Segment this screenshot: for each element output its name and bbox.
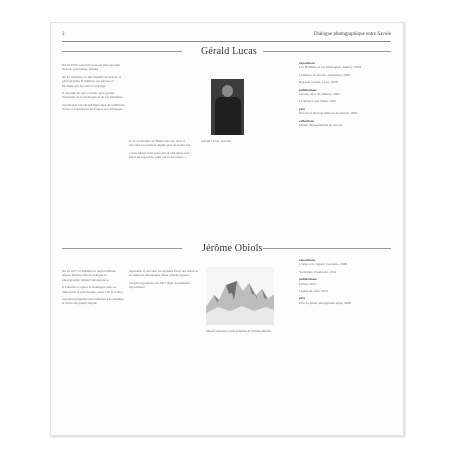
gerald-column-mid: [129, 139, 194, 229]
paragraph: Né en 1955, Gérald Lucas est photographe. Artiste, journaliste, éditeur.: [62, 63, 121, 72]
sidebar-item: Prix du jeune photographe alpin, 2008: [299, 300, 351, 305]
header-rule: [62, 41, 391, 42]
photo-caption: Massif enneigé, photographie de Jérôme Obiols.: [206, 329, 272, 333]
sidebar-item: Musée départemental de Savoie: [299, 123, 343, 128]
paragraph: Au fil d'Annecy et des massifs de Savoie, il photographie la lumière, les saisons et l'homme qui façonne le paysage.: [62, 74, 122, 88]
sidebar-item: Regards croisés, Lyon, 2008: [299, 80, 338, 85]
running-header-title: Dialogue photographique entre Savoie: [313, 32, 391, 37]
paragraph: Il travaille en noir et blanc pour garder l'essentiel de la montagne et de ses habitants.: [62, 91, 124, 100]
title-rule-right: [263, 248, 391, 249]
photo-caption: Gérald Lucas, portrait.: [201, 139, 232, 143]
sidebar-heading: collections: [299, 118, 315, 123]
sidebar-item: Cimes, 2010: [299, 281, 317, 286]
gerald-caption-block: [201, 139, 291, 229]
sidebar-item: Verticales, Chamonix, 2011: [299, 269, 337, 274]
title-rule-left: [62, 51, 182, 52]
sidebar-heading: prix: [299, 106, 306, 111]
mountain-illustration: [206, 267, 274, 325]
sidebar-item: Savoie, terre de lumière, 2003: [299, 92, 340, 97]
paragraph: Né en 1977 et habitant la région Rhône-Alpes, Jérôme Obiols pratique la photographie depuis l'adolescence.: [62, 269, 117, 282]
paragraph: Ses photographies sont réalisées à la chambre et tirées sur papier baryté.: [62, 297, 124, 306]
gerald-column-left: [62, 63, 125, 233]
document-page: [50, 22, 404, 436]
jerome-caption-block: [206, 329, 291, 419]
sidebar-heading: publications: [299, 87, 317, 92]
paragraph: Il vit et travaille en Haute-Savoie, dont il parcourt les sentiers depuis plus de trente ans.: [129, 139, 192, 148]
paragraph: Ses photographies ont fait l'objet de plusieurs expositions.: [129, 280, 191, 290]
paragraph: Alpiniste, il parcourt les grandes faces des Alpes et en rapporte des images d'une grande rigueur.: [129, 269, 199, 278]
paragraph: Ses images ont été publiées dans de nombreux livres et expositions en France et à l'étranger.: [62, 102, 125, 112]
sidebar-item: L'Alpe et le regard, Grenoble, 2009: [299, 262, 348, 267]
sidebar-item: Prix de la photographie de montagne, 2005: [299, 111, 358, 116]
paragraph: « Une image n'est juste que si elle laisse une place au regard de celui qui la découvre. »: [129, 150, 190, 160]
portrait-body: [215, 97, 241, 135]
portrait-photo: [211, 79, 244, 135]
sidebar-heading: expositions: [299, 61, 316, 65]
sidebar-item: Lignes de crête, 2012: [299, 289, 329, 294]
sidebar-heading: expositions: [299, 258, 316, 262]
mountain-photo: [206, 267, 274, 325]
paragraph: Il s'attache à capter la montagne dans sa dimension la plus épurée, entre ciel et rocher.: [62, 285, 124, 294]
gerald-sidebar: [299, 59, 391, 229]
jerome-column-left: [62, 269, 125, 429]
title-rule-right: [263, 51, 391, 52]
portrait-head: [222, 85, 233, 97]
sidebar-heading: publications: [299, 277, 317, 282]
jerome-column-mid: [129, 269, 199, 429]
sidebar-item: Le Silence des cimes, 2007: [299, 99, 337, 104]
sidebar-item: Les Hommes et les Montagnes, Annecy, 2004: [299, 65, 362, 70]
section-title-jerome: Jérôme Obiols: [202, 243, 263, 254]
title-rule-left: [62, 248, 182, 249]
sidebar-heading: prix: [299, 296, 306, 301]
sidebar-item: Lumières de Savoie, Chambéry, 2006: [299, 72, 351, 77]
page-number: 2: [62, 32, 65, 37]
jerome-sidebar: [299, 256, 391, 426]
section-title-gerald: Gérald Lucas: [201, 46, 257, 57]
